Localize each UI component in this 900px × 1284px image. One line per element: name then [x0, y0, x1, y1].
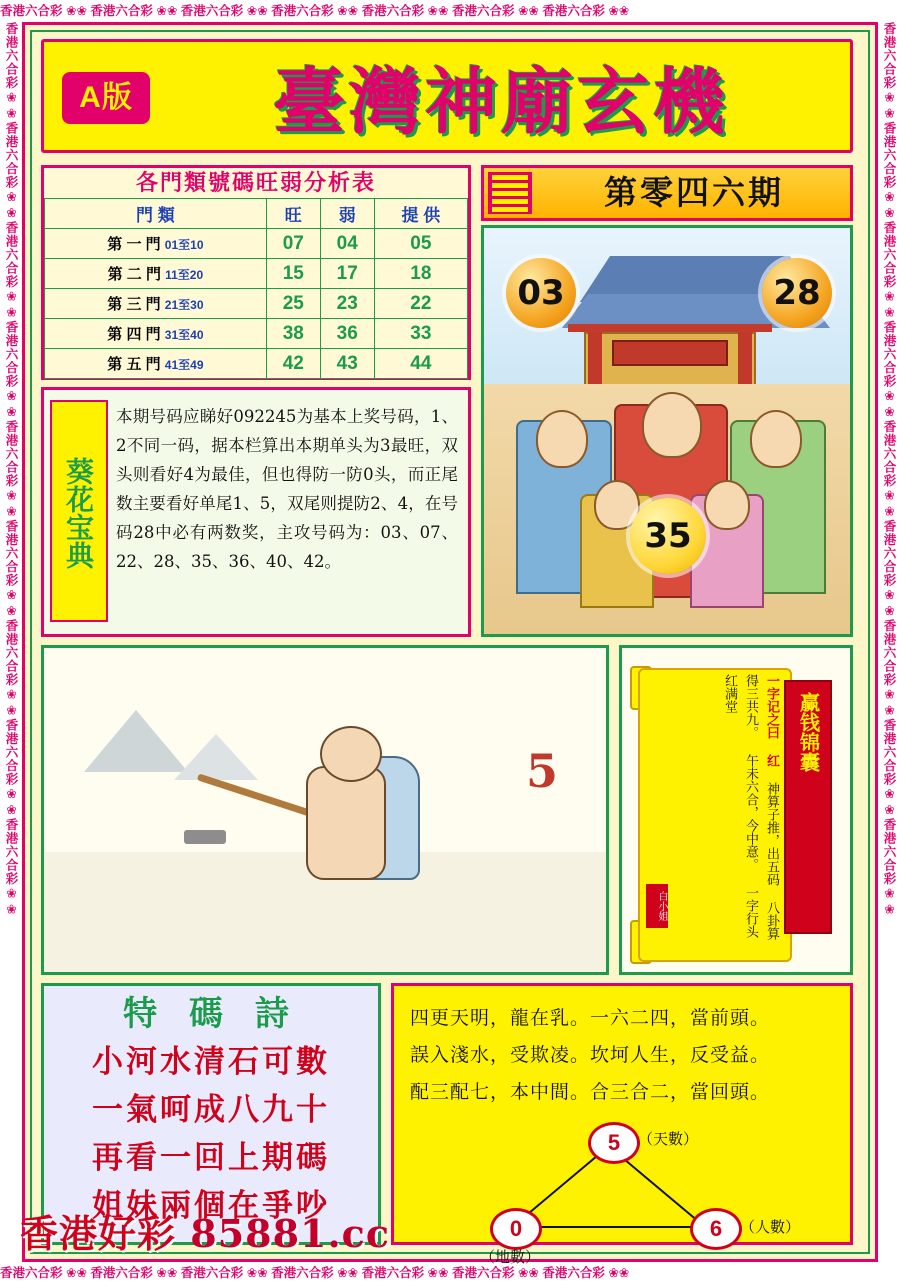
- row-ruo-1: 04: [320, 229, 374, 259]
- marquee-right: [878, 22, 900, 1262]
- triangle-node-left: 0: [490, 1208, 542, 1250]
- marquee-top: [0, 0, 900, 22]
- row-range-3: 21至30: [164, 298, 204, 312]
- row-label-2: 第 二 門 11至20: [45, 259, 267, 289]
- watermark-site: 85881.cc: [190, 1211, 390, 1256]
- issue-stripe-decoration: [488, 172, 532, 214]
- scroll-line-4: 午未六合，今中意。: [743, 754, 758, 871]
- triangle-node-right: 6: [690, 1208, 742, 1250]
- marquee-bottom-text: 香港六合彩 ❀❀ 香港六合彩 ❀❀ 香港六合彩 ❀❀ 香港六合彩 ❀❀ 香港六合彩 ❀❀ 香港六合彩 ❀❀ 香港六合彩 ❀❀: [0, 1266, 630, 1280]
- poem-line-2: 一氣呵成八九十: [92, 1092, 330, 1128]
- hoe-head-icon: [184, 830, 226, 844]
- red-band-text: 赢钱锦囊: [796, 692, 819, 772]
- mountain-right: [174, 734, 258, 780]
- temple-roof-beam: [568, 324, 772, 332]
- analysis-table: [44, 198, 468, 379]
- row-label-5: 第 五 門 41至49: [45, 349, 267, 379]
- deity-face-left: [536, 410, 588, 468]
- cartoon-illustration: [41, 645, 609, 975]
- deity-face-center: [642, 392, 702, 458]
- scroll-line-3: 八卦算得三共九。: [743, 674, 779, 940]
- row-ruo-3: 23: [320, 289, 374, 319]
- verse-line-3: 配三配七，本中間。合三合二，當回頭。: [410, 1081, 771, 1103]
- row-range-1: 01至10: [164, 238, 204, 252]
- issue-banner: [481, 165, 853, 221]
- row-wang-5: 42: [266, 349, 320, 379]
- signature-stamp: 白小姐: [646, 884, 668, 928]
- row-wang-1: 07: [266, 229, 320, 259]
- ball-28: 28: [762, 258, 832, 328]
- verse-line-1: 四更天明，龍在乳。一六二四，當前頭。: [410, 1007, 771, 1029]
- page-title: 臺灣神廟玄機: [272, 59, 729, 144]
- sunflower-label: 葵花宝典: [50, 400, 108, 622]
- number-triangle: [394, 1116, 850, 1266]
- sunflower-tips-box: [41, 387, 471, 637]
- farmer-head: [320, 726, 382, 782]
- poster-frame: [22, 22, 878, 1266]
- poem-title: 特 碼 詩: [123, 994, 299, 1034]
- ball-35: 35: [630, 498, 706, 574]
- deity-face-front-right: [704, 480, 750, 530]
- row-ruo-5: 43: [320, 349, 374, 379]
- temple-plaque: [612, 340, 728, 366]
- edition-badge: A版: [62, 72, 150, 124]
- analysis-table-box: [41, 165, 471, 380]
- row-gong-3: 22: [374, 289, 467, 319]
- marquee-top-text: 香港六合彩 ❀❀ 香港六合彩 ❀❀ 香港六合彩 ❀❀ 香港六合彩 ❀❀ 香港六合彩 ❀❀ 香港六合彩 ❀❀ 香港六合彩 ❀❀: [0, 4, 630, 18]
- poem-line-1: 小河水清石可數: [92, 1044, 330, 1080]
- verse-line-2: 誤入淺水，受欺凌。坎坷人生，反受益。: [410, 1044, 771, 1066]
- row-label-1: 第 一 門 01至10: [45, 229, 267, 259]
- verse-box: [391, 983, 853, 1266]
- deity-face-right: [750, 410, 802, 468]
- scroll-line-1: 一字记之曰 红: [764, 674, 779, 767]
- watermark: [20, 1203, 390, 1258]
- temple-illustration: [481, 225, 853, 637]
- triangle-label-top: （天數）: [638, 1130, 699, 1148]
- analysis-title: 各門類號碼旺弱分析表: [135, 170, 376, 195]
- th-supply: 提 供: [374, 199, 467, 229]
- row-gong-2: 18: [374, 259, 467, 289]
- row-wang-3: 25: [266, 289, 320, 319]
- row-ruo-4: 36: [320, 319, 374, 349]
- row-wang-2: 15: [266, 259, 320, 289]
- scroll-line-2: 神算子推，出五码: [764, 782, 779, 886]
- row-range-5: 41至49: [164, 358, 204, 372]
- row-range-2: 11至20: [165, 268, 204, 282]
- marquee-bottom: [0, 1262, 900, 1284]
- triangle-label-left: （地數）: [480, 1248, 541, 1266]
- watermark-brand: 香港好彩: [20, 1211, 177, 1256]
- row-wang-4: 38: [266, 319, 320, 349]
- table-row: [45, 289, 468, 319]
- row-label-3: 第 三 門 21至30: [45, 289, 267, 319]
- farmer-body: [306, 766, 386, 880]
- title-banner: [41, 39, 853, 153]
- triangle-edge-bottom: [512, 1226, 712, 1228]
- table-header-row: [45, 199, 468, 229]
- mountain-left: [84, 710, 188, 772]
- table-row: [45, 229, 468, 259]
- row-gong-1: 05: [374, 229, 467, 259]
- red-band: [784, 680, 832, 934]
- row-ruo-2: 17: [320, 259, 374, 289]
- marquee-right-text: 香港六合彩❀❀香港六合彩❀❀香港六合彩❀❀香港六合彩❀❀香港六合彩❀❀香港六合彩❀❀香港六合彩❀❀香港六合彩❀❀香港六合彩❀❀: [882, 22, 896, 918]
- table-row: [45, 349, 468, 379]
- scroll-line-5: 一字行头红满堂: [722, 674, 758, 938]
- th-weak: 弱: [320, 199, 374, 229]
- cartoon-number: 5: [526, 744, 559, 798]
- row-gong-4: 33: [374, 319, 467, 349]
- table-row: [45, 319, 468, 349]
- marquee-left: [0, 22, 22, 1262]
- sunflower-text: 本期号码应睇好092245为基本上奖号码，1、2不同一码，据本栏算出本期单头为3最旺，双头则看好4为最佳，但也得防一防0头，而正尾数主要看好单尾1、5，双尾则提防2、4，在号码28中必有两数奖，主攻号码为：03、07、22、28、35、36、40、42。: [116, 407, 458, 571]
- table-row: [45, 259, 468, 289]
- marquee-left-text: 香港六合彩❀❀香港六合彩❀❀香港六合彩❀❀香港六合彩❀❀香港六合彩❀❀香港六合彩❀❀香港六合彩❀❀香港六合彩❀❀香港六合彩❀❀: [4, 22, 18, 918]
- poem-line-4: 姐妹兩個在爭吵: [92, 1188, 330, 1224]
- issue-label: 第零四六期: [604, 173, 784, 212]
- row-label-4: 第 四 門 31至40: [45, 319, 267, 349]
- row-gong-5: 44: [374, 349, 467, 379]
- ball-03: 03: [506, 258, 576, 328]
- row-range-4: 31至40: [164, 328, 204, 342]
- fortune-scroll-box: [619, 645, 853, 975]
- triangle-node-top: 5: [588, 1122, 640, 1164]
- poem-line-3: 再看一回上期碼: [92, 1140, 330, 1176]
- triangle-label-right: （人數）: [740, 1218, 801, 1236]
- th-strong: 旺: [266, 199, 320, 229]
- th-category: 門 類: [45, 199, 267, 229]
